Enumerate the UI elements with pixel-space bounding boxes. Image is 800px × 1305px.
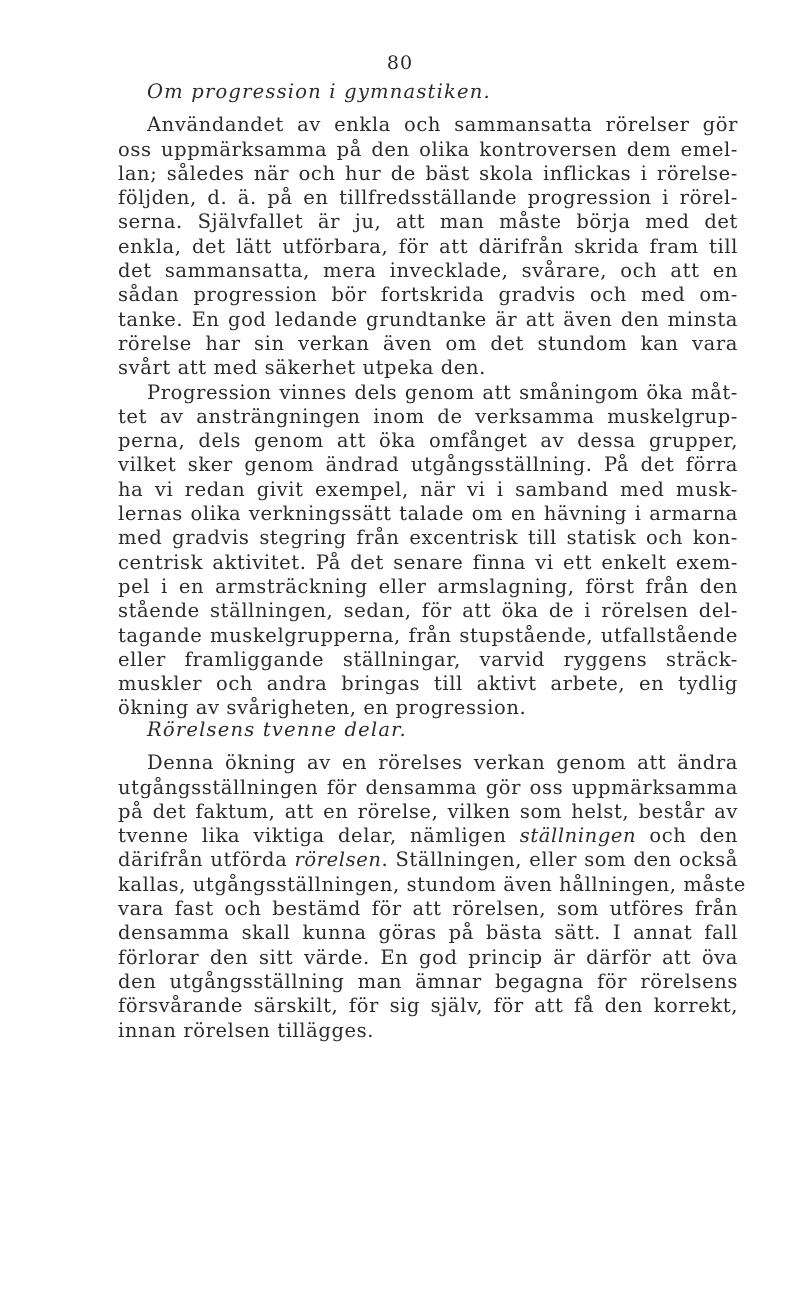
text-line: sådan progression bör fortskrida gradvis och med om- bbox=[118, 283, 738, 307]
text-fragment: därifrån utförda bbox=[118, 848, 295, 872]
text-line: centrisk aktivitet. På det senare finna vi ett enkelt exem- bbox=[118, 550, 738, 574]
text-line: det sammansatta, mera invecklade, svårare, och att en bbox=[118, 259, 738, 283]
text-line: Progression vinnes dels genom att småningom öka måt- bbox=[147, 380, 738, 404]
text-line: följden, d. ä. på en tillfredsställande progression i rörel- bbox=[118, 186, 738, 210]
section-heading: Rörelsens tvenne delar. bbox=[147, 718, 407, 741]
text-line: perna, dels genom att öka omfånget av dessa grupper, bbox=[118, 429, 738, 453]
paragraph bbox=[118, 381, 738, 721]
text-line: försvårande särskilt, för sig själv, för att få den korrekt, bbox=[118, 994, 738, 1018]
emphasis-text: rörelsen bbox=[294, 848, 382, 872]
section-progression bbox=[118, 80, 738, 721]
text-fragment: och den bbox=[636, 824, 738, 848]
text-fragment: . Ställningen, eller som den också bbox=[381, 848, 738, 872]
text-line: pel i en armsträckning eller armslagning, först från den bbox=[118, 574, 738, 598]
text-line: ha vi redan givit exempel, när vi i samband med musk- bbox=[118, 477, 738, 501]
text-line: tanke. En god ledande grundtanke är att även den minsta bbox=[118, 307, 738, 331]
text-line: på det faktum, att en rörelse, vilken som helst, består av bbox=[118, 799, 738, 823]
text-line: med gradvis stegring från excentrisk till statisk och kon- bbox=[118, 526, 738, 550]
text-fragment: tvenne lika viktiga delar, nämligen bbox=[118, 824, 520, 848]
text-line: vara fast och bestämd för att rörelsen, som utföres från bbox=[118, 897, 738, 921]
text-line bbox=[118, 824, 738, 848]
text-line: serna. Självfallet är ju, att man måste börja med det bbox=[118, 210, 738, 234]
text-line: förlorar den sitt värde. En god princip är därför att öva bbox=[118, 945, 738, 969]
page-number: 80 bbox=[386, 52, 414, 74]
text-line: utgångsställningen för densamma gör oss uppmärksamma bbox=[118, 775, 738, 799]
text-line: svårt att med säkerhet utpeka den. bbox=[118, 356, 486, 380]
section-heading: Om progression i gymnastiken. bbox=[147, 80, 491, 103]
text-line: lernas olika verkningssätt talade om en hävning i armarna bbox=[118, 502, 738, 526]
text-line: enkla, det lätt utförbara, för att därifrån skrida fram till bbox=[118, 234, 738, 258]
text-line: densamma skall kunna göras på bästa sätt. I annat fall bbox=[118, 921, 738, 945]
text-line: rörelse har sin verkan även om det stundom kan vara bbox=[118, 331, 738, 355]
text-line: vilket sker genom ändrad utgångsställning. På det förra bbox=[118, 453, 738, 477]
text-line: Denna ökning av en rörelses verkan genom att ändra bbox=[147, 751, 738, 775]
text-line: oss uppmärksamma på den olika kontroversen dem emel- bbox=[118, 137, 738, 161]
text-line: tet av ansträngningen inom de verksamma muskelgrup- bbox=[118, 404, 738, 428]
text-line: den utgångsställning man ämnar begagna för rörelsens bbox=[118, 969, 738, 993]
text-line: tagande muskelgrupperna, från stupstående, utfallstående bbox=[118, 623, 738, 647]
text-line: innan rörelsen tillägges. bbox=[118, 1018, 375, 1042]
text-line: eller framliggande ställningar, varvid ryggens sträck- bbox=[118, 647, 738, 671]
text-line bbox=[118, 848, 738, 872]
text-line: kallas, utgångsställningen, stundom även hållningen, måste bbox=[118, 872, 746, 896]
paragraph bbox=[118, 751, 746, 1043]
text-line: Användandet av enkla och sammansatta rörelser gör bbox=[147, 113, 738, 137]
section-two-parts bbox=[118, 718, 746, 1043]
text-line: ökning av svårigheten, en progression. bbox=[118, 696, 527, 720]
emphasis-text: ställningen bbox=[519, 824, 637, 848]
text-line: lan; således när och hur de bäst skola inflickas i rörelse- bbox=[118, 161, 738, 185]
paragraph bbox=[118, 113, 738, 380]
text-line: muskler och andra bringas till aktivt arbete, en tydlig bbox=[118, 672, 738, 696]
text-line: stående ställningen, sedan, för att öka de i rörelsen del- bbox=[118, 599, 738, 623]
